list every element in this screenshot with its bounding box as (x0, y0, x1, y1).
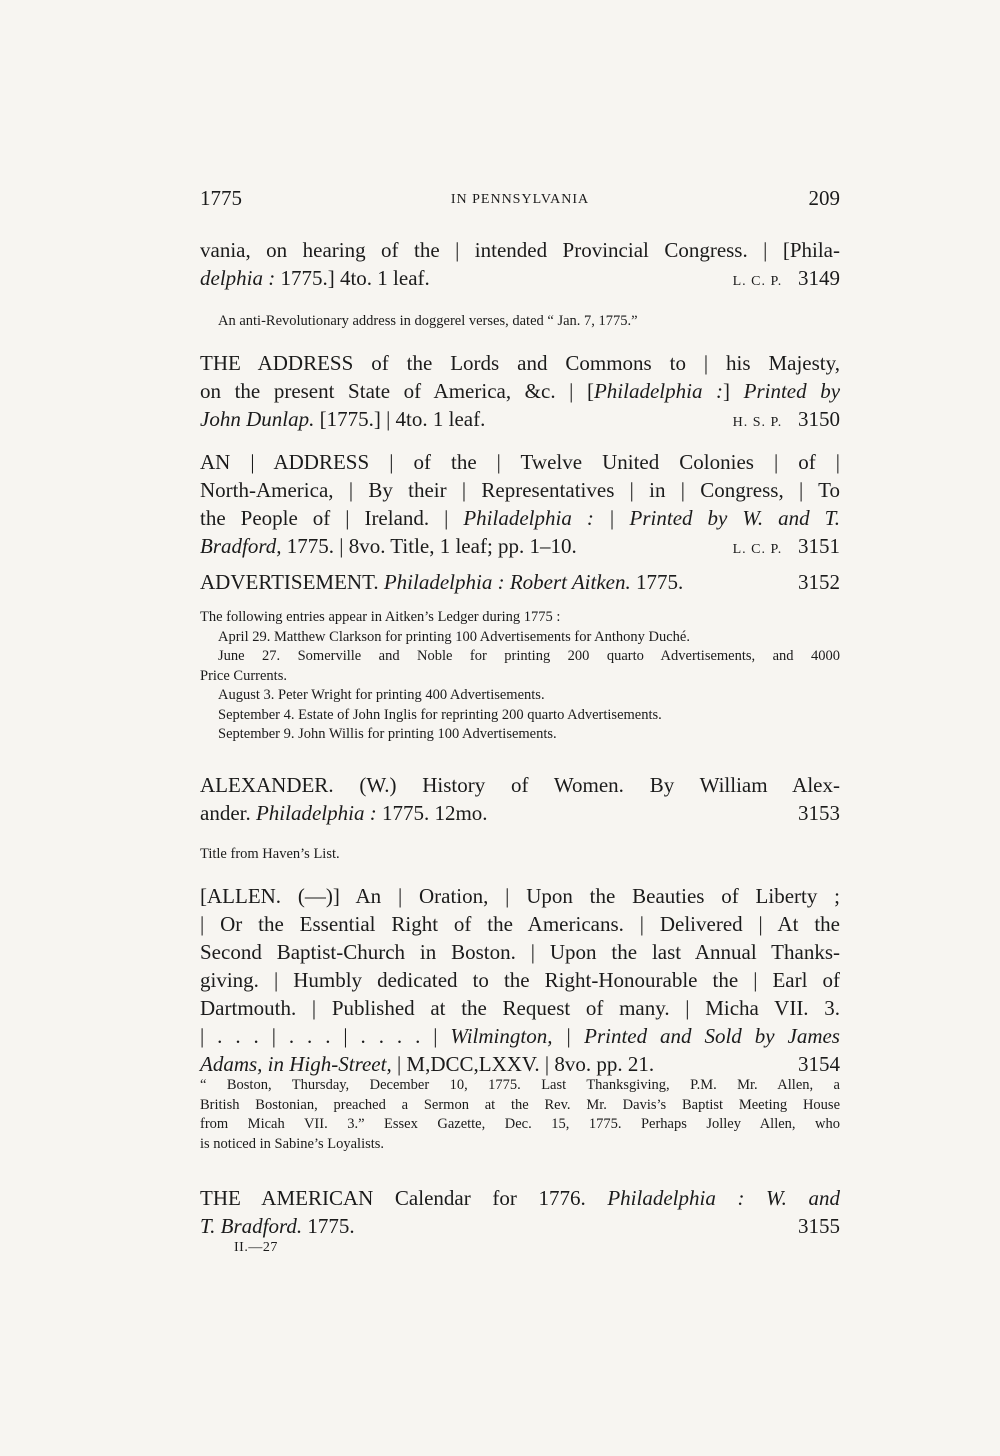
entry-text: vania, on hearing of the | intended Provincial Congress. | [Phila- (200, 238, 840, 262)
entry-text: THE ADDRESS of the Lords and Commons to | his Majesty, (200, 351, 840, 375)
entry-text: | . . . | . . . | . . . . | (200, 1024, 451, 1048)
entry-text: ] (723, 379, 744, 403)
header-year: 1775 (200, 186, 242, 210)
page-number: 209 (808, 186, 840, 210)
entry-text: 1775. (302, 1214, 355, 1238)
entry-text: ADVERTISEMENT. (200, 570, 384, 594)
entry-text: | Or the Essential Right of the Americans. | Delivered | At the (200, 912, 840, 936)
entry-text: North-America, | By their | Representatives | in | Congress, | To (200, 478, 840, 502)
entry-text (200, 1212, 840, 1240)
entry-number (733, 405, 840, 437)
entry-text: 1775.] 4to. 1 leaf. (275, 266, 430, 290)
entry-italic: Philadelphia : (593, 379, 724, 403)
location-code: L. C. P. (732, 542, 783, 557)
signature-mark: II.—27 (234, 1240, 278, 1255)
entry-text (200, 504, 840, 532)
entry-number: 3154 (798, 1052, 840, 1076)
entry-text: Dartmouth. | Published at the Request of many. | Micha VII. 3. (200, 996, 840, 1020)
note-text: June 27. Somerville and Noble for printing 200 quarto Advertisements, and 4000 (218, 648, 840, 664)
note-3153 (200, 845, 840, 865)
entry-text: giving. | Humbly dedicated to the Right-Honourable the | Earl of (200, 968, 840, 992)
note-text: Title from Haven’s List. (200, 846, 340, 862)
note-3149 (200, 312, 840, 332)
entry-3150 (200, 349, 840, 437)
entry-italic: Adams, in High-Street, (200, 1052, 392, 1076)
entry-text: ALEXANDER. (W.) History of Women. By William Alex- (200, 773, 840, 797)
entry-italic: Philadelphia : (255, 801, 377, 825)
entry-number-value: 3150 (798, 407, 840, 431)
entry-3149 (200, 236, 840, 296)
entry-3151 (200, 448, 840, 564)
entry-italic: Philadelphia : W. and (607, 1186, 840, 1210)
entry-text (200, 532, 840, 560)
running-header (200, 186, 840, 216)
entry-text: | M,DCC,LXXV. | 8vo. pp. 21. (391, 1052, 655, 1076)
entry-number: 3152 (798, 570, 840, 594)
entry-italic: John Dunlap. (200, 407, 315, 431)
entry-italic: Bradford, (200, 534, 282, 558)
note-text: from Micah VII. 3.” Essex Gazette, Dec. 15, 1775. Perhaps Jolley Allen, who (200, 1116, 840, 1132)
entry-text: [1775.] | 4to. 1 leaf. (314, 407, 486, 431)
note-text: April 29. Matthew Clarkson for printing 100 Advertisements for Anthony Duché. (218, 628, 690, 645)
entry-text (200, 405, 840, 433)
entry-italic: delphia : (200, 266, 276, 290)
entry-text (200, 1050, 840, 1078)
running-title: IN PENNSYLVANIA (450, 192, 590, 207)
entry-text (200, 799, 840, 827)
entry-3154 (200, 882, 840, 1078)
entry-italic: T. Bradford. (200, 1214, 303, 1238)
entry-italic: Philadelphia : Robert Aitken. (383, 570, 631, 594)
entry-text: 1775. (630, 570, 684, 594)
entry-text: the People of | Ireland. | (200, 506, 464, 530)
entry-text: AN | ADDRESS | of the | Twelve United Colonies | of | (200, 450, 840, 474)
entry-text: on the present State of America, &c. | [ (200, 379, 594, 403)
location-code: H. S. P. (732, 415, 783, 430)
entry-text (200, 264, 840, 292)
note-text: British Bostonian, preached a Sermon at the Rev. Mr. Davis’s Baptist Meeting House (200, 1096, 840, 1113)
entry-text: [ALLEN. (—)] An | Oration, | Upon the Beauties of Liberty ; (200, 884, 840, 908)
note-text: An anti-Revolutionary address in doggerel verses, dated “ Jan. 7, 1775.” (218, 313, 638, 329)
entry-text (200, 568, 840, 596)
entry-italic: Philadelphia : | Printed by W. and T. (463, 506, 840, 530)
entry-text: THE AMERICAN Calendar for 1776. (200, 1186, 608, 1210)
note-text: August 3. Peter Wright for printing 400 Advertisements. (218, 687, 545, 703)
entry-number (733, 532, 840, 564)
note-text: The following entries appear in Aitken’s Ledger during 1775 : (200, 609, 561, 625)
note-text: is noticed in Sabine’s Loyalists. (200, 1135, 385, 1152)
entry-text: ander. (200, 801, 256, 825)
entry-3152 (200, 568, 840, 596)
entry-3155 (200, 1184, 840, 1240)
note-text: “ Boston, Thursday, December 10, 1775. Last Thanksgiving, P.M. Mr. Allen, a (200, 1077, 840, 1093)
entry-text (200, 1022, 840, 1050)
note-3154 (200, 1076, 840, 1154)
entry-italic: Wilmington, | Printed and Sold by James (450, 1024, 840, 1048)
entry-3153 (200, 771, 840, 827)
entry-text (200, 377, 840, 405)
entry-italic: Printed by (743, 379, 841, 403)
note-text: September 4. Estate of John Inglis for reprinting 200 quarto Advertisements. (218, 706, 662, 723)
entry-text: 1775. 12mo. (376, 801, 488, 825)
entry-number-value: 3149 (798, 266, 840, 290)
entry-number (733, 264, 840, 296)
entry-number: 3155 (798, 1214, 840, 1238)
entry-text (200, 1184, 840, 1212)
entry-number: 3153 (798, 801, 840, 825)
note-3152 (200, 608, 840, 745)
note-text: Price Currents. (200, 667, 287, 684)
entry-number-value: 3151 (798, 534, 840, 558)
entry-text: 1775. | 8vo. Title, 1 leaf; pp. 1–10. (281, 534, 577, 558)
entry-text: Second Baptist-Church in Boston. | Upon the last Annual Thanks- (200, 940, 840, 964)
note-text: September 9. John Willis for printing 100 Advertisements. (218, 726, 557, 742)
location-code: L. C. P. (732, 274, 783, 289)
